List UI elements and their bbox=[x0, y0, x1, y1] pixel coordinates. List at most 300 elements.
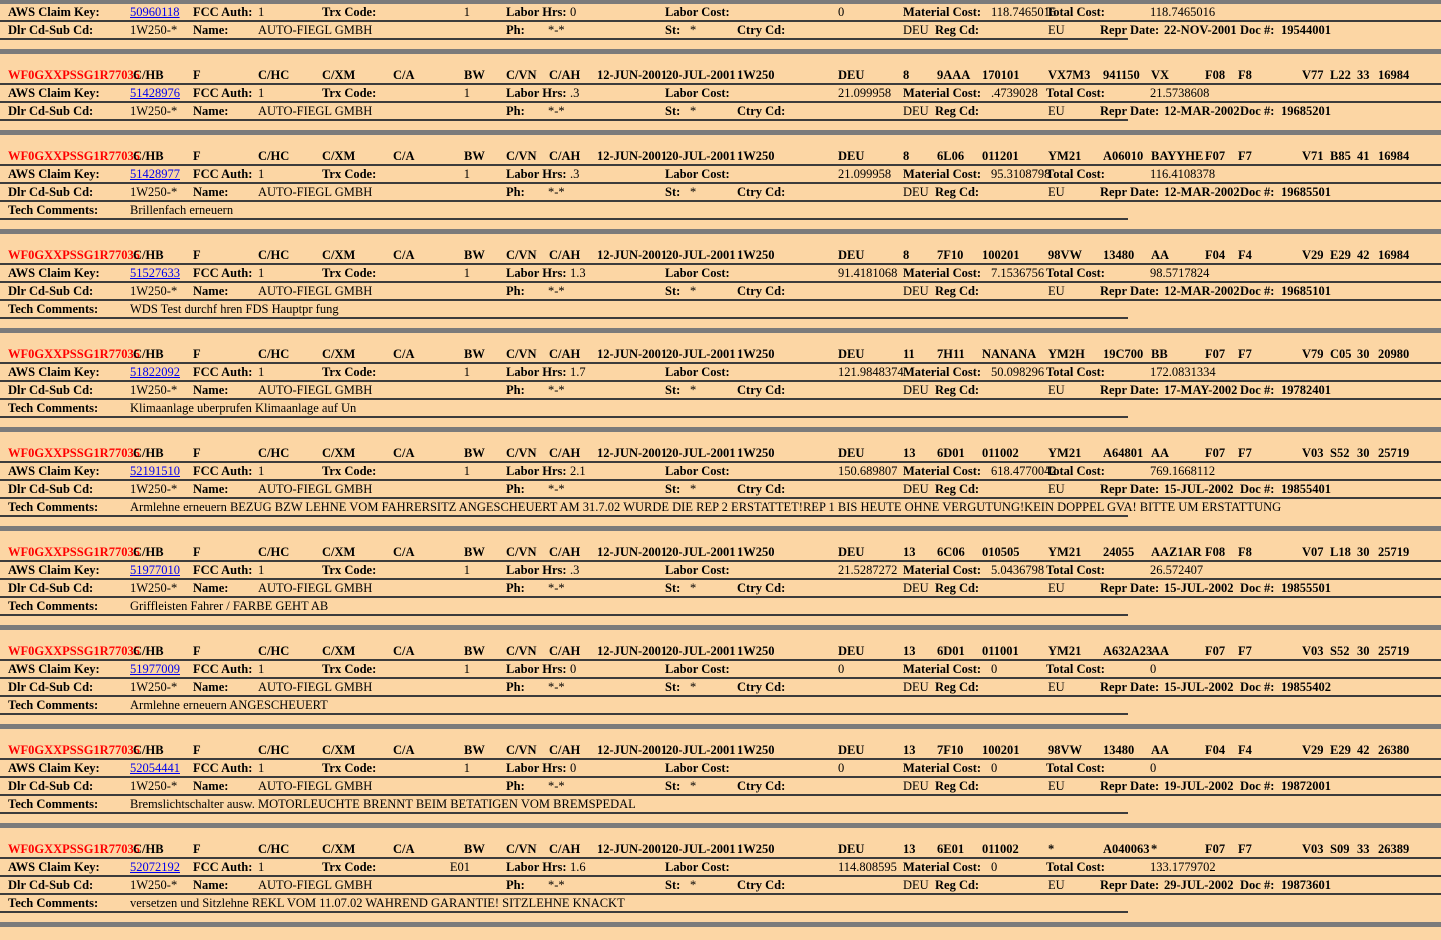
reg-cd-value: EU bbox=[1048, 185, 1065, 199]
st-label: St: bbox=[665, 779, 681, 793]
function-code-2: F7 bbox=[1238, 347, 1252, 361]
repr-date-value: 15-JUL-2002 bbox=[1164, 581, 1234, 595]
vin-number: WF0GXXPSSG1R77035 bbox=[8, 248, 140, 262]
trx-code-value: E01 bbox=[449, 860, 470, 874]
vin-col-header: C/VN bbox=[506, 248, 537, 262]
st-label: St: bbox=[665, 581, 681, 595]
dealer-name: AUTO-FIEGL GMBH bbox=[258, 779, 373, 793]
st-value: * bbox=[690, 680, 697, 694]
vin-tail-value: V07 bbox=[1302, 545, 1324, 559]
vin-col-header: C/XM bbox=[322, 644, 356, 658]
repair-in-date: 20-JUL-2001 bbox=[666, 248, 736, 262]
st-value: * bbox=[690, 779, 697, 793]
vin-col-value: 6E01 bbox=[937, 842, 965, 856]
claim-key-link[interactable]: 52191510 bbox=[130, 464, 180, 478]
record-trailer bbox=[0, 517, 1441, 544]
material-cost-label: Material Cost: bbox=[903, 464, 982, 478]
material-cost-value: 0 bbox=[991, 662, 998, 676]
vin-col-value: 100201 bbox=[982, 743, 1020, 757]
vin-tail-value: L18 bbox=[1330, 545, 1351, 559]
report-row bbox=[0, 364, 1441, 382]
name-label: Name: bbox=[193, 284, 229, 298]
doc-no-value: 19855401 bbox=[1281, 482, 1331, 496]
vin-col-header: F bbox=[193, 842, 201, 856]
vin-tail-value: V29 bbox=[1302, 248, 1324, 262]
dlr-cd-sub-cd-label: Dlr Cd-Sub Cd: bbox=[8, 878, 94, 892]
vin-col-header: C/VN bbox=[506, 743, 537, 757]
ctry-cd-value: DEU bbox=[903, 104, 929, 118]
labor-hrs-value: 1.3 bbox=[570, 266, 586, 280]
material-cost-value: 118.7465016 bbox=[991, 5, 1057, 19]
dealer-name: AUTO-FIEGL GMBH bbox=[258, 104, 373, 118]
model-code: 1W250 bbox=[737, 149, 775, 163]
vin-col-value: A64801 bbox=[1103, 446, 1144, 460]
ctry-cd-label: Ctry Cd: bbox=[737, 284, 786, 298]
labor-hrs-label: Labor Hrs: bbox=[506, 266, 567, 280]
material-cost-label: Material Cost: bbox=[903, 266, 982, 280]
reg-cd-label: Reg Cd: bbox=[935, 383, 980, 397]
dlr-cd-sub-cd-value: 1W250-* bbox=[130, 23, 178, 37]
ph-label: Ph: bbox=[506, 23, 525, 37]
fcc-auth-value: 1 bbox=[258, 563, 265, 577]
vin-tail-value: S09 bbox=[1330, 842, 1350, 856]
labor-cost-label: Labor Cost: bbox=[665, 266, 730, 280]
vin-col-header: BW bbox=[464, 644, 485, 658]
repr-date-value: 12-MAR-2002 bbox=[1164, 185, 1240, 199]
dealer-name: AUTO-FIEGL GMBH bbox=[258, 482, 373, 496]
name-label: Name: bbox=[193, 482, 229, 496]
trx-code-label: Trx Code: bbox=[322, 662, 377, 676]
dlr-cd-sub-cd-value: 1W250-* bbox=[130, 383, 178, 397]
total-cost-label: Total Cost: bbox=[1046, 662, 1105, 676]
record-trailer bbox=[0, 121, 1441, 148]
tech-comments-value: Brillenfach erneuern bbox=[130, 203, 234, 217]
st-value: * bbox=[690, 284, 697, 298]
dlr-cd-sub-cd-value: 1W250-* bbox=[130, 680, 178, 694]
material-cost-label: Material Cost: bbox=[903, 860, 982, 874]
dlr-cd-sub-cd-value: 1W250-* bbox=[130, 185, 178, 199]
repr-date-value: 22-NOV-2001 bbox=[1164, 23, 1237, 37]
vin-col-value: 98VW bbox=[1048, 743, 1083, 757]
labor-cost-value: 0 bbox=[838, 662, 845, 676]
vin-row bbox=[0, 841, 1441, 859]
function-code-1: F07 bbox=[1205, 446, 1226, 460]
doc-no-label: Doc #: bbox=[1240, 383, 1275, 397]
doc-no-label: Doc #: bbox=[1240, 23, 1275, 37]
material-cost-value: 0 bbox=[991, 761, 998, 775]
function-code-2: F7 bbox=[1238, 149, 1252, 163]
vin-col-value: AA bbox=[1151, 743, 1170, 757]
vin-row bbox=[0, 346, 1441, 364]
fcc-auth-value: 1 bbox=[258, 5, 265, 19]
record-separator-bar bbox=[0, 823, 1441, 828]
doc-no-label: Doc #: bbox=[1240, 680, 1275, 694]
tech-comments-label: Tech Comments: bbox=[8, 302, 99, 316]
labor-cost-value: 121.9848374 bbox=[838, 365, 904, 379]
vin-col-value: YM21 bbox=[1048, 545, 1082, 559]
vin-col-header: F bbox=[193, 149, 201, 163]
labor-cost-label: Labor Cost: bbox=[665, 761, 730, 775]
labor-hrs-label: Labor Hrs: bbox=[506, 5, 567, 19]
fcc-auth-value: 1 bbox=[258, 365, 265, 379]
trx-code-label: Trx Code: bbox=[322, 761, 377, 775]
dlr-cd-sub-cd-label: Dlr Cd-Sub Cd: bbox=[8, 581, 94, 595]
fcc-auth-label: FCC Auth: bbox=[193, 761, 253, 775]
vin-tail-value: C05 bbox=[1330, 347, 1352, 361]
labor-hrs-label: Labor Hrs: bbox=[506, 86, 567, 100]
ph-value: *-* bbox=[548, 383, 565, 397]
labor-cost-value: 21.5287272 bbox=[838, 563, 898, 577]
st-label: St: bbox=[665, 482, 681, 496]
trx-code-value: 1 bbox=[463, 266, 470, 280]
vin-col-header: C/A bbox=[393, 446, 415, 460]
vin-col-header: C/AH bbox=[549, 149, 581, 163]
name-label: Name: bbox=[193, 23, 229, 37]
vin-col-header: C/VN bbox=[506, 446, 537, 460]
claim-key-link[interactable]: 51977009 bbox=[130, 662, 180, 676]
total-cost-value: 98.5717824 bbox=[1150, 266, 1210, 280]
total-cost-label: Total Cost: bbox=[1046, 266, 1105, 280]
fcc-auth-value: 1 bbox=[258, 167, 265, 181]
repair-in-date: 20-JUL-2001 bbox=[666, 347, 736, 361]
name-label: Name: bbox=[193, 779, 229, 793]
reg-cd-value: EU bbox=[1048, 383, 1065, 397]
warranty-start-date: 12-JUN-2001 bbox=[597, 248, 668, 262]
reg-cd-label: Reg Cd: bbox=[935, 482, 980, 496]
vin-col-value: 170101 bbox=[982, 68, 1020, 82]
vin-col-header: C/A bbox=[393, 149, 415, 163]
labor-cost-label: Labor Cost: bbox=[665, 464, 730, 478]
claim-key-link[interactable]: 52072192 bbox=[130, 860, 180, 874]
reg-cd-label: Reg Cd: bbox=[935, 284, 980, 298]
model-code: 1W250 bbox=[737, 446, 775, 460]
record-separator-bar bbox=[0, 130, 1441, 135]
vin-col-value: AA bbox=[1151, 248, 1170, 262]
vin-col-value: AA bbox=[1151, 644, 1170, 658]
report-row bbox=[0, 481, 1441, 499]
model-code: 1W250 bbox=[737, 644, 775, 658]
vin-tail-value: E29 bbox=[1330, 248, 1351, 262]
country-code: DEU bbox=[838, 347, 865, 361]
aws-claim-key-label: AWS Claim Key: bbox=[8, 266, 100, 280]
report-row bbox=[0, 85, 1441, 103]
vin-col-header: C/HC bbox=[258, 149, 290, 163]
ctry-cd-label: Ctry Cd: bbox=[737, 878, 786, 892]
record-separator-bar bbox=[0, 922, 1441, 927]
months-in-service: 11 bbox=[903, 347, 915, 361]
vin-tail-value: 30 bbox=[1357, 644, 1370, 658]
report-row bbox=[0, 778, 1441, 796]
fcc-auth-value: 1 bbox=[258, 860, 265, 874]
tech-comments-value: WDS Test durchf hren FDS Hauptpr fung bbox=[130, 302, 339, 316]
claim-key-link[interactable]: 51428976 bbox=[130, 86, 180, 100]
material-cost-label: Material Cost: bbox=[903, 167, 982, 181]
labor-cost-label: Labor Cost: bbox=[665, 5, 730, 19]
vin-tail-value: L22 bbox=[1330, 68, 1351, 82]
trx-code-label: Trx Code: bbox=[322, 167, 377, 181]
warranty-start-date: 12-JUN-2001 bbox=[597, 68, 668, 82]
report-row bbox=[0, 4, 1441, 22]
claim-key-link[interactable]: 51527633 bbox=[130, 266, 180, 280]
total-cost-value: 0 bbox=[1150, 662, 1157, 676]
vin-col-value: BAYYHE bbox=[1151, 149, 1204, 163]
report-row bbox=[0, 760, 1441, 778]
function-code-1: F07 bbox=[1205, 347, 1226, 361]
warranty-start-date: 12-JUN-2001 bbox=[597, 545, 668, 559]
vin-col-header: C/XM bbox=[322, 248, 356, 262]
doc-no-value: 19855501 bbox=[1281, 581, 1331, 595]
vin-tail-value: 41 bbox=[1357, 149, 1370, 163]
name-label: Name: bbox=[193, 104, 229, 118]
vin-col-value: * bbox=[1151, 842, 1158, 856]
vin-tail-value: 33 bbox=[1357, 68, 1370, 82]
vin-tail-value: V03 bbox=[1302, 644, 1324, 658]
vin-number: WF0GXXPSSG1R77035 bbox=[8, 545, 140, 559]
claim-key-link[interactable]: 51977010 bbox=[130, 563, 180, 577]
total-cost-value: 133.1779702 bbox=[1150, 860, 1216, 874]
name-label: Name: bbox=[193, 878, 229, 892]
dlr-cd-sub-cd-value: 1W250-* bbox=[130, 482, 178, 496]
report-row bbox=[0, 562, 1441, 580]
record-separator-bar bbox=[0, 625, 1441, 630]
st-value: * bbox=[690, 482, 697, 496]
tech-comments-value: versetzen und Sitzlehne REKL VOM 11.07.02 WAHREND GARANTIE! SITZLEHNE KNACKT bbox=[130, 896, 625, 910]
ph-label: Ph: bbox=[506, 878, 525, 892]
vin-tail-value: 25719 bbox=[1378, 545, 1410, 559]
vin-col-header: C/HB bbox=[133, 743, 164, 757]
tech-comments-value: Bremslichtschalter ausw. MOTORLEUCHTE BRENNT BEIM BETATIGEN VOM BREMSPEDAL bbox=[130, 797, 636, 811]
labor-cost-label: Labor Cost: bbox=[665, 167, 730, 181]
vin-col-header: F bbox=[193, 68, 201, 82]
reg-cd-value: EU bbox=[1048, 878, 1065, 892]
vin-number: WF0GXXPSSG1R77035 bbox=[8, 68, 140, 82]
vin-col-header: C/XM bbox=[322, 743, 356, 757]
vin-col-header: C/VN bbox=[506, 842, 537, 856]
repr-date-label: Repr Date: bbox=[1100, 878, 1160, 892]
fcc-auth-label: FCC Auth: bbox=[193, 5, 253, 19]
labor-hrs-label: Labor Hrs: bbox=[506, 365, 567, 379]
aws-claim-key-label: AWS Claim Key: bbox=[8, 167, 100, 181]
vin-tail-value: V03 bbox=[1302, 446, 1324, 460]
vin-col-header: C/XM bbox=[322, 545, 356, 559]
vin-row bbox=[0, 742, 1441, 760]
function-code-1: F08 bbox=[1205, 68, 1226, 82]
trx-code-value: 1 bbox=[463, 761, 470, 775]
function-code-1: F07 bbox=[1205, 644, 1226, 658]
vin-col-value: 7F10 bbox=[937, 743, 964, 757]
repair-in-date: 20-JUL-2001 bbox=[666, 545, 736, 559]
reg-cd-label: Reg Cd: bbox=[935, 779, 980, 793]
vin-tail-value: E29 bbox=[1330, 743, 1351, 757]
report-row bbox=[0, 382, 1441, 400]
ph-label: Ph: bbox=[506, 383, 525, 397]
repr-date-label: Repr Date: bbox=[1100, 680, 1160, 694]
repair-in-date: 20-JUL-2001 bbox=[666, 446, 736, 460]
vin-number: WF0GXXPSSG1R77035 bbox=[8, 149, 140, 163]
repair-in-date: 20-JUL-2001 bbox=[666, 743, 736, 757]
doc-no-value: 19873601 bbox=[1281, 878, 1331, 892]
vin-number: WF0GXXPSSG1R77035 bbox=[8, 644, 140, 658]
labor-hrs-value: 1.6 bbox=[570, 860, 586, 874]
repr-date-label: Repr Date: bbox=[1100, 779, 1160, 793]
dealer-name: AUTO-FIEGL GMBH bbox=[258, 581, 373, 595]
vin-col-header: C/HC bbox=[258, 446, 290, 460]
warranty-start-date: 12-JUN-2001 bbox=[597, 149, 668, 163]
months-in-service: 8 bbox=[903, 149, 910, 163]
vin-col-header: C/HB bbox=[133, 644, 164, 658]
st-label: St: bbox=[665, 104, 681, 118]
report-row bbox=[0, 202, 1441, 220]
tech-comments-label: Tech Comments: bbox=[8, 203, 99, 217]
dlr-cd-sub-cd-label: Dlr Cd-Sub Cd: bbox=[8, 383, 94, 397]
vin-tail-value: V29 bbox=[1302, 743, 1324, 757]
record-separator-bar bbox=[0, 427, 1441, 432]
material-cost-value: 95.3108798 bbox=[991, 167, 1051, 181]
ctry-cd-label: Ctry Cd: bbox=[737, 680, 786, 694]
ctry-cd-value: DEU bbox=[903, 680, 929, 694]
doc-no-value: 19544001 bbox=[1281, 23, 1331, 37]
doc-no-label: Doc #: bbox=[1240, 284, 1275, 298]
ph-value: *-* bbox=[548, 878, 565, 892]
vin-tail-value: S52 bbox=[1330, 644, 1350, 658]
total-cost-label: Total Cost: bbox=[1046, 86, 1105, 100]
reg-cd-value: EU bbox=[1048, 779, 1065, 793]
vin-col-header: C/XM bbox=[322, 68, 356, 82]
claim-key-link[interactable]: 52054441 bbox=[130, 761, 180, 775]
labor-hrs-value: 0 bbox=[570, 761, 577, 775]
tech-comments-value: Armlehne erneuern ANGESCHEUERT bbox=[130, 698, 328, 712]
vin-row bbox=[0, 247, 1441, 265]
vin-tail-value: 30 bbox=[1357, 347, 1370, 361]
fcc-auth-value: 1 bbox=[258, 266, 265, 280]
aws-claim-key-label: AWS Claim Key: bbox=[8, 365, 100, 379]
repair-in-date: 20-JUL-2001 bbox=[666, 644, 736, 658]
material-cost-label: Material Cost: bbox=[903, 563, 982, 577]
tech-comments-label: Tech Comments: bbox=[8, 500, 99, 514]
model-code: 1W250 bbox=[737, 68, 775, 82]
model-code: 1W250 bbox=[737, 347, 775, 361]
fcc-auth-value: 1 bbox=[258, 464, 265, 478]
vin-col-value: A632A23 bbox=[1103, 644, 1153, 658]
claim-key-link[interactable]: 51428977 bbox=[130, 167, 180, 181]
vin-col-header: BW bbox=[464, 743, 485, 757]
total-cost-value: 118.7465016 bbox=[1150, 5, 1216, 19]
report-row bbox=[0, 877, 1441, 895]
vin-col-header: BW bbox=[464, 347, 485, 361]
claim-key-link[interactable]: 51822092 bbox=[130, 365, 180, 379]
labor-cost-value: 150.689807 bbox=[838, 464, 898, 478]
vin-col-header: BW bbox=[464, 68, 485, 82]
total-cost-value: 116.4108378 bbox=[1150, 167, 1216, 181]
vin-col-header: C/HB bbox=[133, 446, 164, 460]
vin-col-header: C/AH bbox=[549, 644, 581, 658]
months-in-service: 8 bbox=[903, 68, 910, 82]
labor-cost-label: Labor Cost: bbox=[665, 86, 730, 100]
vin-col-header: C/HC bbox=[258, 743, 290, 757]
labor-hrs-value: .3 bbox=[570, 167, 580, 181]
ph-label: Ph: bbox=[506, 779, 525, 793]
trx-code-label: Trx Code: bbox=[322, 563, 377, 577]
ctry-cd-label: Ctry Cd: bbox=[737, 482, 786, 496]
labor-cost-value: 21.099958 bbox=[838, 86, 892, 100]
dlr-cd-sub-cd-value: 1W250-* bbox=[130, 581, 178, 595]
warranty-start-date: 12-JUN-2001 bbox=[597, 347, 668, 361]
vin-tail-value: 20980 bbox=[1378, 347, 1410, 361]
report-row bbox=[0, 580, 1441, 598]
dealer-name: AUTO-FIEGL GMBH bbox=[258, 383, 373, 397]
vin-col-header: C/AH bbox=[549, 743, 581, 757]
vin-tail-value: V79 bbox=[1302, 347, 1324, 361]
st-value: * bbox=[690, 383, 697, 397]
st-label: St: bbox=[665, 383, 681, 397]
ctry-cd-value: DEU bbox=[903, 482, 929, 496]
repair-in-date: 20-JUL-2001 bbox=[666, 149, 736, 163]
doc-no-value: 19685201 bbox=[1281, 104, 1331, 118]
vin-col-header: C/HC bbox=[258, 644, 290, 658]
reg-cd-value: EU bbox=[1048, 581, 1065, 595]
material-cost-label: Material Cost: bbox=[903, 86, 982, 100]
st-label: St: bbox=[665, 284, 681, 298]
report-row bbox=[0, 463, 1441, 481]
vin-col-value: 010505 bbox=[982, 545, 1020, 559]
repr-date-label: Repr Date: bbox=[1100, 482, 1160, 496]
ph-value: *-* bbox=[548, 23, 565, 37]
material-cost-label: Material Cost: bbox=[903, 5, 982, 19]
labor-hrs-label: Labor Hrs: bbox=[506, 563, 567, 577]
report-row bbox=[0, 184, 1441, 202]
fcc-auth-label: FCC Auth: bbox=[193, 365, 253, 379]
trx-code-value: 1 bbox=[463, 86, 470, 100]
repr-date-label: Repr Date: bbox=[1100, 581, 1160, 595]
st-value: * bbox=[690, 104, 697, 118]
dealer-name: AUTO-FIEGL GMBH bbox=[258, 680, 373, 694]
repr-date-value: 19-JUL-2002 bbox=[1164, 779, 1234, 793]
function-code-1: F04 bbox=[1205, 743, 1226, 757]
aws-claim-key-label: AWS Claim Key: bbox=[8, 464, 100, 478]
labor-cost-value: 21.099958 bbox=[838, 167, 892, 181]
total-cost-label: Total Cost: bbox=[1046, 167, 1105, 181]
dealer-name: AUTO-FIEGL GMBH bbox=[258, 23, 373, 37]
ctry-cd-value: DEU bbox=[903, 878, 929, 892]
labor-cost-value: 0 bbox=[838, 5, 845, 19]
report-row bbox=[0, 103, 1441, 121]
country-code: DEU bbox=[838, 68, 865, 82]
dlr-cd-sub-cd-value: 1W250-* bbox=[130, 779, 178, 793]
claim-key-link[interactable]: 50960118 bbox=[130, 5, 180, 19]
dealer-name: AUTO-FIEGL GMBH bbox=[258, 284, 373, 298]
doc-no-label: Doc #: bbox=[1240, 878, 1275, 892]
labor-hrs-label: Labor Hrs: bbox=[506, 761, 567, 775]
ph-value: *-* bbox=[548, 581, 565, 595]
total-cost-label: Total Cost: bbox=[1046, 563, 1105, 577]
ph-label: Ph: bbox=[506, 284, 525, 298]
report-row bbox=[0, 679, 1441, 697]
material-cost-value: 7.1536756 bbox=[991, 266, 1045, 280]
ph-label: Ph: bbox=[506, 104, 525, 118]
repr-date-label: Repr Date: bbox=[1100, 383, 1160, 397]
doc-no-label: Doc #: bbox=[1240, 581, 1275, 595]
labor-cost-label: Labor Cost: bbox=[665, 365, 730, 379]
material-cost-value: 0 bbox=[991, 860, 998, 874]
vin-col-header: C/VN bbox=[506, 545, 537, 559]
months-in-service: 8 bbox=[903, 248, 910, 262]
vin-col-value: YM2H bbox=[1048, 347, 1085, 361]
record-trailer bbox=[0, 418, 1441, 445]
vin-tail-value: 42 bbox=[1357, 248, 1370, 262]
vin-col-header: BW bbox=[464, 248, 485, 262]
trx-code-value: 1 bbox=[463, 662, 470, 676]
dlr-cd-sub-cd-label: Dlr Cd-Sub Cd: bbox=[8, 779, 94, 793]
